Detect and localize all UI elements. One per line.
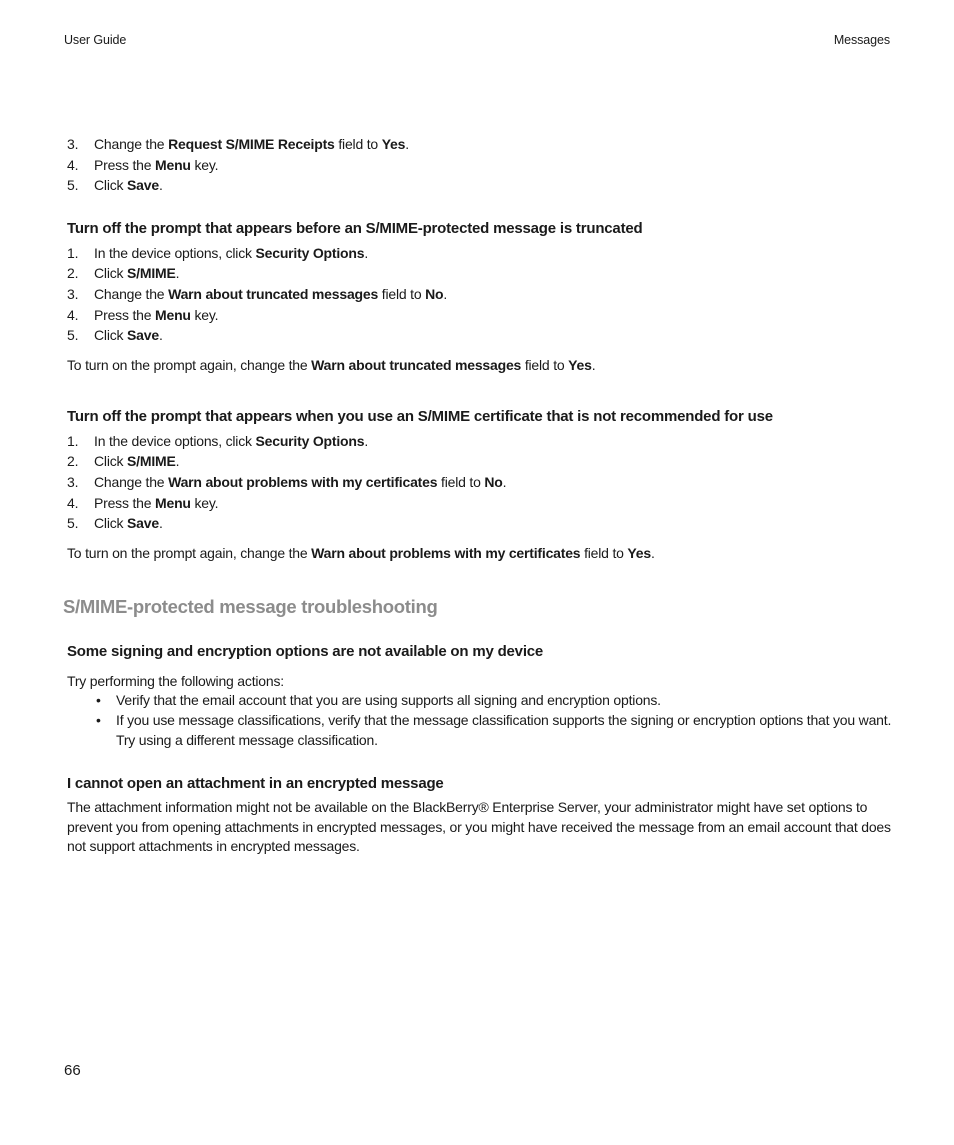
text-run: field to bbox=[437, 473, 485, 490]
steps-continued-list bbox=[67, 134, 893, 196]
text-run: In the device options, click bbox=[94, 432, 256, 449]
step-item bbox=[67, 263, 893, 284]
text-run: Press the bbox=[94, 306, 156, 323]
step-text bbox=[94, 245, 368, 261]
text-run: Change the bbox=[94, 473, 169, 490]
text-run: Click bbox=[94, 515, 128, 532]
step-item bbox=[67, 325, 893, 346]
text-run: . bbox=[158, 515, 163, 532]
text-run: . bbox=[364, 244, 369, 261]
text-run: . bbox=[175, 453, 180, 470]
step-number: 5. bbox=[67, 327, 79, 344]
step-item bbox=[67, 243, 893, 264]
text-run: Click bbox=[94, 327, 128, 344]
step-number: 2. bbox=[67, 453, 79, 470]
step-item bbox=[67, 431, 893, 452]
ui-term: Save bbox=[127, 515, 159, 532]
attachment-body-text: The attachment information might not be available on the BlackBerry® Enterprise Server, your administrator might have set options to prevent you from opening attachments in encrypted messages, or you might have received the message from an email account that does not support attachments in encrypted messages. bbox=[67, 799, 891, 855]
step-number: 3. bbox=[67, 136, 79, 152]
ui-term: Security Options bbox=[255, 244, 365, 261]
step-text bbox=[94, 453, 179, 469]
ui-term: Yes bbox=[381, 136, 406, 152]
text-run: Change the bbox=[94, 136, 169, 152]
text-run: Click bbox=[94, 177, 128, 194]
ui-term: Warn about problems with my certificates bbox=[311, 544, 581, 561]
ui-term: Yes bbox=[627, 544, 651, 561]
ui-term: Warn about problems with my certificates bbox=[168, 473, 438, 490]
section-heading-certificate-prompt: Turn off the prompt that appears when you use an S/MIME certificate that is not recommended for use bbox=[67, 407, 773, 425]
text-run: . bbox=[443, 285, 448, 302]
step-number: 1. bbox=[67, 244, 79, 261]
step-item bbox=[67, 155, 893, 176]
step-text bbox=[94, 265, 179, 281]
text-run: . bbox=[175, 265, 180, 282]
step-item bbox=[67, 513, 893, 534]
ui-term: S/MIME bbox=[127, 453, 176, 470]
page-content bbox=[63, 134, 893, 857]
text-run: . bbox=[502, 473, 507, 490]
text-run: key. bbox=[190, 156, 219, 173]
bullet-text: If you use message classifications, verify that the message classification supports the signing or encryption options that you want. Try using a different message classification. bbox=[116, 712, 892, 748]
text-run: . bbox=[158, 177, 163, 194]
ui-term: Warn about truncated messages bbox=[168, 285, 379, 302]
text-run: Click bbox=[94, 453, 128, 470]
actions-bullet-list bbox=[67, 691, 893, 751]
note-certificate-prompt bbox=[67, 543, 893, 563]
step-text bbox=[94, 433, 368, 449]
running-header-left: User Guide bbox=[64, 33, 127, 47]
list-item bbox=[96, 691, 893, 711]
step-number: 4. bbox=[67, 306, 79, 323]
step-number: 3. bbox=[67, 473, 79, 490]
list-item bbox=[96, 711, 893, 750]
note-truncated-prompt bbox=[67, 355, 893, 375]
step-item bbox=[67, 305, 893, 326]
step-text bbox=[94, 515, 163, 531]
text-run: . bbox=[591, 356, 596, 373]
text-run: Press the bbox=[94, 494, 156, 511]
text-run: field to bbox=[521, 356, 569, 373]
step-item bbox=[67, 134, 893, 155]
ui-term: Request S/MIME Receipts bbox=[168, 136, 335, 152]
step-text bbox=[94, 286, 447, 302]
text-run: . bbox=[364, 432, 369, 449]
step-text bbox=[94, 307, 218, 323]
text-run: key. bbox=[190, 494, 219, 511]
text-run: In the device options, click bbox=[94, 244, 256, 261]
step-text bbox=[94, 327, 163, 343]
step-number: 3. bbox=[67, 285, 79, 302]
ui-term: Yes bbox=[568, 356, 592, 373]
text-run: field to bbox=[378, 285, 426, 302]
bullet-text: Verify that the email account that you are using supports all signing and encryption options. bbox=[116, 691, 661, 708]
page-number: 66 bbox=[64, 1062, 81, 1079]
step-item bbox=[67, 451, 893, 472]
ui-term: Save bbox=[127, 177, 159, 194]
step-number: 1. bbox=[67, 432, 79, 449]
text-run: . bbox=[158, 327, 163, 344]
subheading-signing-options: Some signing and encryption options are not available on my device bbox=[67, 642, 544, 660]
ui-term: Save bbox=[127, 327, 159, 344]
text-run: . bbox=[650, 544, 655, 561]
text-run: Press the bbox=[94, 156, 156, 173]
text-run: To turn on the prompt again, change the bbox=[67, 544, 312, 561]
text-run: . bbox=[405, 136, 409, 152]
step-number: 5. bbox=[67, 177, 79, 194]
step-text bbox=[94, 177, 163, 193]
text-run: To turn on the prompt again, change the bbox=[67, 356, 312, 373]
running-header-right: Messages bbox=[833, 33, 890, 47]
ui-term: Security Options bbox=[255, 432, 365, 449]
step-number: 2. bbox=[67, 265, 79, 282]
ui-term: Warn about truncated messages bbox=[311, 356, 522, 373]
step-item bbox=[67, 284, 893, 305]
step-text bbox=[94, 157, 218, 173]
step-item bbox=[67, 472, 893, 493]
text-run: key. bbox=[190, 306, 219, 323]
ui-term: Menu bbox=[155, 306, 191, 323]
step-number: 4. bbox=[67, 494, 79, 511]
step-text bbox=[94, 495, 218, 511]
section-heading-truncated-prompt: Turn off the prompt that appears before an S/MIME-protected message is truncated bbox=[67, 219, 643, 237]
intro-text: Try performing the following actions: bbox=[67, 672, 284, 689]
steps-list-certificate-prompt bbox=[67, 431, 893, 534]
text-run: field to bbox=[334, 136, 382, 152]
step-number: 5. bbox=[67, 515, 79, 532]
text-run: Change the bbox=[94, 285, 169, 302]
ui-term: S/MIME bbox=[127, 265, 176, 282]
steps-list-truncated-prompt bbox=[67, 243, 893, 346]
ui-term: Menu bbox=[155, 494, 191, 511]
subheading-attachment: I cannot open an attachment in an encrypted message bbox=[67, 775, 444, 793]
ui-term: No bbox=[484, 473, 503, 490]
bullet-icon: • bbox=[96, 712, 101, 729]
step-item bbox=[67, 493, 893, 514]
step-number: 4. bbox=[67, 156, 79, 173]
text-run: Click bbox=[94, 265, 128, 282]
step-item bbox=[67, 175, 893, 196]
troubleshooting-title: S/MIME-protected message troubleshooting bbox=[63, 595, 438, 617]
bullet-icon: • bbox=[96, 691, 101, 708]
ui-term: No bbox=[425, 285, 444, 302]
ui-term: Menu bbox=[155, 156, 191, 173]
step-text bbox=[94, 474, 506, 490]
step-text bbox=[94, 136, 409, 152]
text-run: field to bbox=[580, 544, 628, 561]
